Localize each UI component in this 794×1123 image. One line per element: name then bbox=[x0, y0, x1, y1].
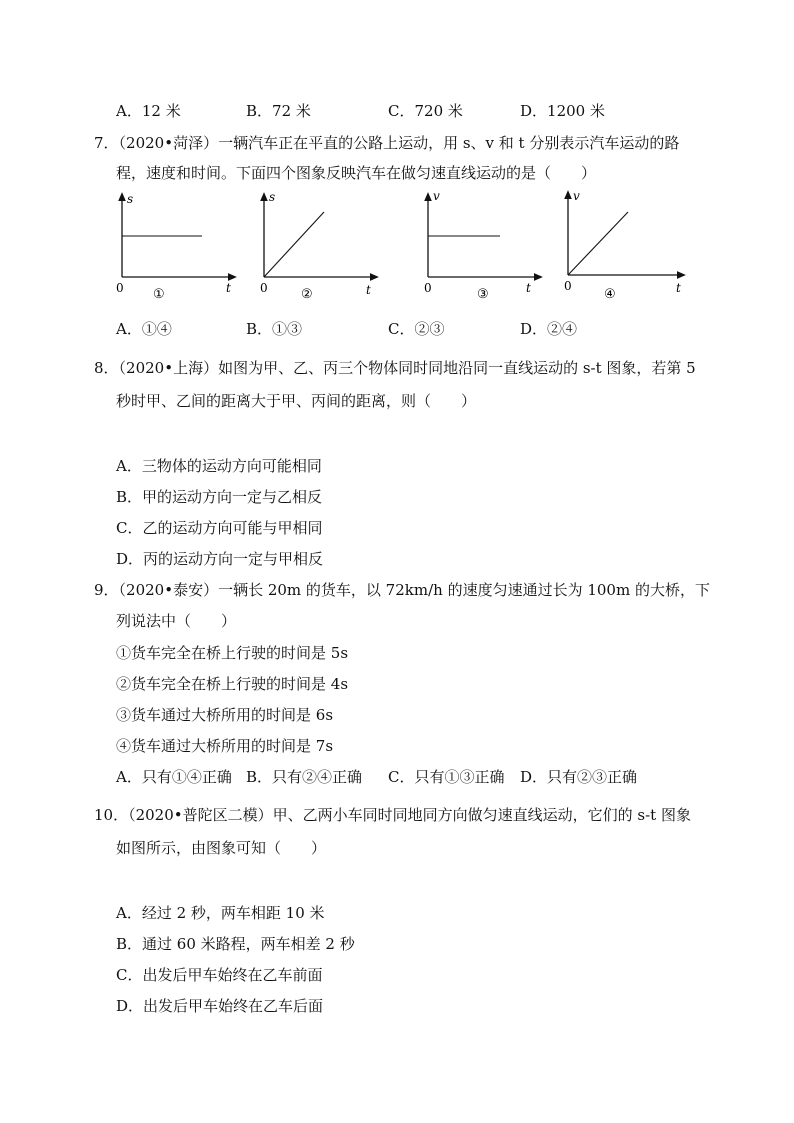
q7-graph-4 bbox=[554, 188, 688, 303]
q7-graph-1 bbox=[108, 188, 238, 303]
q7-stem-line2: 程，速度和时间。下面四个图象反映汽车在做匀速直线运动的是（ ） bbox=[116, 164, 597, 182]
q7-graph-4-origin: 0 bbox=[564, 279, 572, 293]
q6-option-d: D．1200 米 bbox=[520, 102, 605, 120]
q9-statement-3: ③货车通过大桥所用的时间是 6s bbox=[116, 706, 334, 724]
q9-stem-line2: 列说法中（ ） bbox=[116, 612, 237, 630]
q7-graph-1-ylabel: s bbox=[127, 192, 134, 206]
q9-statement-2: ②货车完全在桥上行驶的时间是 4s bbox=[116, 675, 349, 693]
q8-option-a: A．三物体的运动方向可能相同 bbox=[116, 457, 322, 475]
q7-option-a: A．①④ bbox=[116, 320, 172, 338]
q9-stem-line1: 9．（2020•泰安）一辆长 20m 的货车，以 72km/h 的速度匀速通过长为 100m 的大桥，下 bbox=[94, 581, 710, 599]
q10-option-c: C．出发后甲车始终在乙车前面 bbox=[116, 966, 323, 984]
q7-graph-1-caption: ① bbox=[153, 287, 165, 302]
q7-stem-line1: 7．（2020•菏泽）一辆汽车正在平直的公路上运动，用 s、v 和 t 分别表示汽车运动的路 bbox=[94, 134, 680, 152]
q7-option-b: B．①③ bbox=[246, 320, 303, 338]
q8-option-b: B．甲的运动方向一定与乙相反 bbox=[116, 488, 323, 506]
q8-option-c: C．乙的运动方向可能与甲相同 bbox=[116, 519, 323, 537]
q9-statement-1: ①货车完全在桥上行驶的时间是 5s bbox=[116, 644, 349, 662]
q7-graph-1-origin: 0 bbox=[116, 281, 124, 295]
q10-option-b: B．通过 60 米路程，两车相差 2 秒 bbox=[116, 935, 355, 953]
q7-graph-3-origin: 0 bbox=[424, 281, 432, 295]
q8-stem-line1: 8．（2020•上海）如图为甲、乙、丙三个物体同时同地沿同一直线运动的 s-t 图象，若第 5 bbox=[94, 359, 696, 377]
q7-graph-2-origin: 0 bbox=[260, 281, 268, 295]
q10-stem-line1: 10．（2020•普陀区二模）甲、乙两小车同时同地同方向做匀速直线运动，它们的 s-t 图象 bbox=[94, 806, 691, 824]
q6-option-b: B．72 米 bbox=[246, 102, 311, 120]
q7-graph-3-xlabel: t bbox=[526, 281, 531, 295]
q9-statement-4: ④货车通过大桥所用的时间是 7s bbox=[116, 737, 334, 755]
q7-option-c: C．②③ bbox=[388, 320, 445, 338]
q7-graph-4-caption: ④ bbox=[604, 287, 616, 302]
q7-graph-4-ylabel: v bbox=[573, 189, 580, 203]
q7-graph-2-caption: ② bbox=[301, 287, 313, 302]
q7-graph-3-caption: ③ bbox=[477, 287, 489, 302]
q10-stem-line2: 如图所示，由图象可知（ ） bbox=[116, 839, 327, 857]
q8-option-d: D．丙的运动方向一定与甲相反 bbox=[116, 550, 324, 568]
q8-stem-line2: 秒时甲、乙间的距离大于甲、丙间的距离，则（ ） bbox=[116, 392, 477, 410]
q7-graph-3-ylabel: v bbox=[433, 189, 440, 203]
q10-option-a: A．经过 2 秒，两车相距 10 米 bbox=[116, 904, 325, 922]
q7-graph-2-xlabel: t bbox=[366, 283, 371, 297]
q7-graph-2-ylabel: s bbox=[269, 190, 276, 204]
q9-option-c: C．只有①③正确 bbox=[388, 768, 505, 786]
q7-graph-2 bbox=[250, 188, 380, 303]
q9-option-d: D．只有②③正确 bbox=[520, 768, 638, 786]
q7-option-d: D．②④ bbox=[520, 320, 578, 338]
q6-option-a: A．12 米 bbox=[116, 102, 181, 120]
q9-option-a: A．只有①④正确 bbox=[116, 768, 232, 786]
q6-option-c: C．720 米 bbox=[388, 102, 463, 120]
q7-graph-3 bbox=[414, 188, 544, 303]
q10-option-d: D．出发后甲车始终在乙车后面 bbox=[116, 997, 324, 1015]
q7-graph-1-xlabel: t bbox=[226, 281, 231, 295]
q9-option-b: B．只有②④正确 bbox=[246, 768, 363, 786]
q7-graph-4-xlabel: t bbox=[676, 281, 681, 295]
